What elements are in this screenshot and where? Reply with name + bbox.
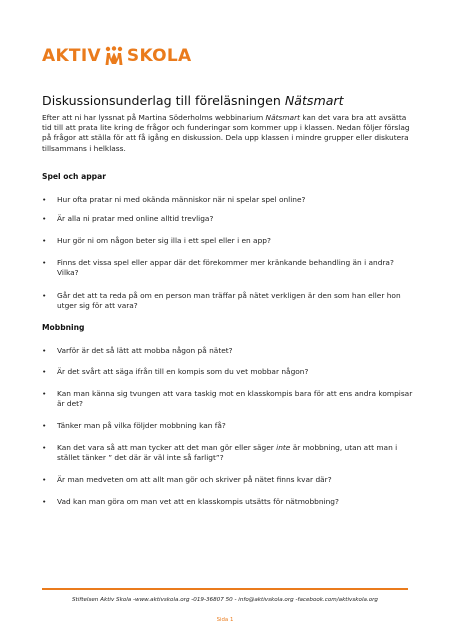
question-text: Hur ofta pratar ni med okända människor när ni spelar spel online? (57, 195, 306, 204)
section-heading-spel-och-appar: Spel och appar (42, 172, 106, 181)
bullet-icon: • (42, 497, 47, 506)
footer-contact: Stiftelsen Aktiv Skola -www.aktivskola.org -019-36807 50 - info@aktivskola.org -facebook.com/aktivskola.org (72, 597, 378, 603)
question-text: Hur gör ni om någon beter sig illa i ett spel eller i en app? (57, 236, 271, 245)
bullet-icon: • (42, 421, 47, 430)
logo-text-left: AKTIV (42, 46, 101, 66)
question-text: Vad kan man göra om man vet att en klasskompis utsätts för nätmobbning? (57, 497, 339, 506)
question-text: Går det att ta reda på om en person man träffar på nätet verkligen är den som han eller hon utger sig för att vara? (57, 291, 401, 311)
question-text: Tänker man på vilka följder mobbning kan få? (57, 421, 226, 430)
bullet-icon: • (42, 367, 47, 376)
question-emphasis: inte (276, 443, 291, 452)
question-text (57, 443, 414, 463)
bullet-icon: • (42, 346, 47, 355)
section-heading-mobbning: Mobbning (42, 323, 85, 332)
bullet-icon: • (42, 258, 47, 267)
intro-text: Efter att ni har lyssnat på Martina Söderholms webbinarium (42, 113, 266, 122)
title-emphasis: Nätsmart (284, 93, 344, 108)
bullet-icon: • (42, 475, 47, 484)
bullet-icon: • (42, 214, 47, 223)
question-text: Är det svårt att säga ifrån till en kompis som du vet mobbar någon? (57, 367, 309, 376)
logo-text-right: SKOLA (126, 46, 192, 66)
footer-divider (42, 588, 408, 590)
title-prefix: Diskussionsunderlag till föreläsningen (42, 93, 285, 108)
aktiv-skola-logo (42, 46, 192, 66)
intro-text-continued: kan det vara bra att avsätta tid till att prata lite kring de frågor och funderingar som kommer upp i klassen. Nedan följer förslag på frågor att ställa för att få igång en diskussion. Dela upp klassen i mindre grupper eller diskutera tillsammans i helklass. (42, 113, 410, 153)
question-text-part: är mobbning, utan att man i stället tänker ” det där är väl inte så farligt”? (57, 443, 398, 463)
bullet-icon: • (42, 236, 47, 245)
bullet-icon: • (42, 389, 47, 398)
question-text: Kan man känna sig tvungen att vara taskig mot en klasskompis bara för att ens andra kompisar är det? (57, 389, 413, 409)
bullet-icon: • (42, 443, 47, 452)
people-figures-icon (104, 46, 124, 66)
question-text: Varför är det så lätt att mobba någon på nätet? (57, 346, 233, 355)
page-title (42, 93, 344, 108)
bullet-icon: • (42, 291, 47, 300)
question-text: Är man medveten om att allt man gör och skriver på nätet finns kvar där? (57, 475, 332, 484)
intro-emphasis: Nätsmart (265, 113, 301, 122)
page-number: Sida 1 (216, 617, 234, 623)
question-text-part: Kan det vara så att man tycker att det man gör eller säger (57, 443, 277, 452)
question-text: Är alla ni pratar med online alltid trevliga? (57, 214, 214, 223)
intro-paragraph (42, 113, 414, 154)
bullet-icon: • (42, 195, 47, 204)
question-text: Finns det vissa spel eller appar där det förekommer mer kränkande behandling än i andra? Vilka? (57, 258, 394, 278)
